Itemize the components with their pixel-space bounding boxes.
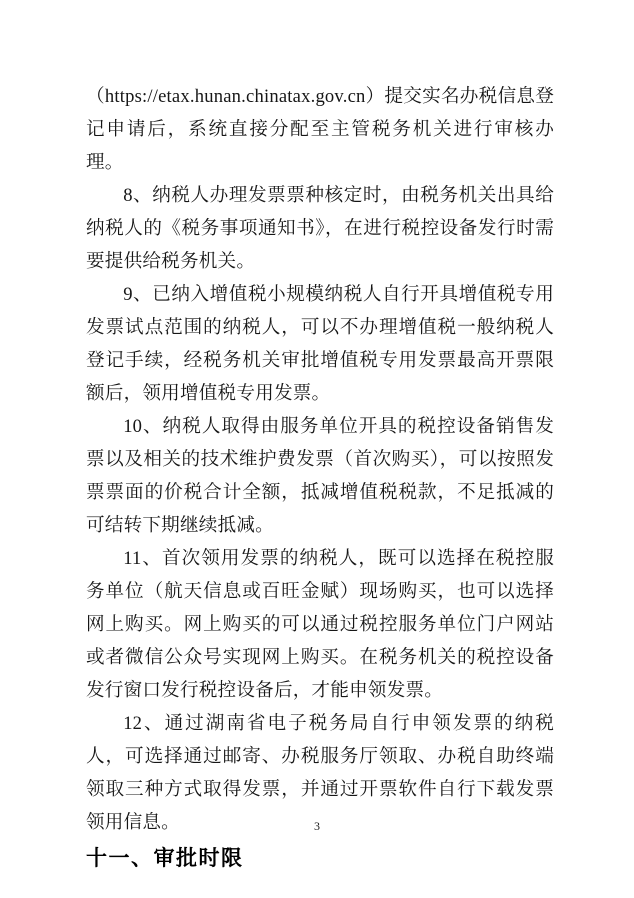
section-heading: 十一、审批时限: [86, 847, 244, 870]
paragraph-item-11: 11、首次领用发票的纳税人，既可以选择在税控服务单位（航天信息或百旺金赋）现场购买，也可以选择网上购买。网上购买的可以通过税控服务单位门户网站或者微信公众号实现网上购买。在税务机关的税控设备发行窗口发行税控设备后，才能申领发票。: [86, 548, 554, 701]
paragraph-item-9: 9、已纳入增值税小规模纳税人自行开具增值税专用发票试点范围的纳税人，可以不办理增值税一般纳税人登记手续，经税务机关审批增值税专用发票最高开票限额后，领用增值税专用发票。: [86, 284, 554, 404]
paragraph-continuation: （https://etax.hunan.chinatax.gov.cn）提交实名办税信息登记申请后，系统直接分配至主管税务机关进行审核办理。: [86, 86, 554, 173]
page-number: 3: [314, 819, 320, 833]
paragraph-item-12: 12、通过湖南省电子税务局自行申领发票的纳税人，可选择通过邮寄、办税服务厅领取、办税自助终端领取三种方式取得发票，并通过开票软件自行下载发票领用信息。: [86, 713, 554, 833]
paragraph-item-10: 10、纳税人取得由服务单位开具的税控设备销售发票以及相关的技术维护费发票（首次购买），可以按照发票票面的价税合计全额，抵减增值税税款，不足抵减的可结转下期继续抵减。: [86, 416, 554, 536]
paragraph-item-8: 8、纳税人办理发票票种核定时，由税务机关出具给纳税人的《税务事项通知书》，在进行税控设备发行时需要提供给税务机关。: [86, 185, 554, 272]
document-body: [86, 80, 554, 875]
